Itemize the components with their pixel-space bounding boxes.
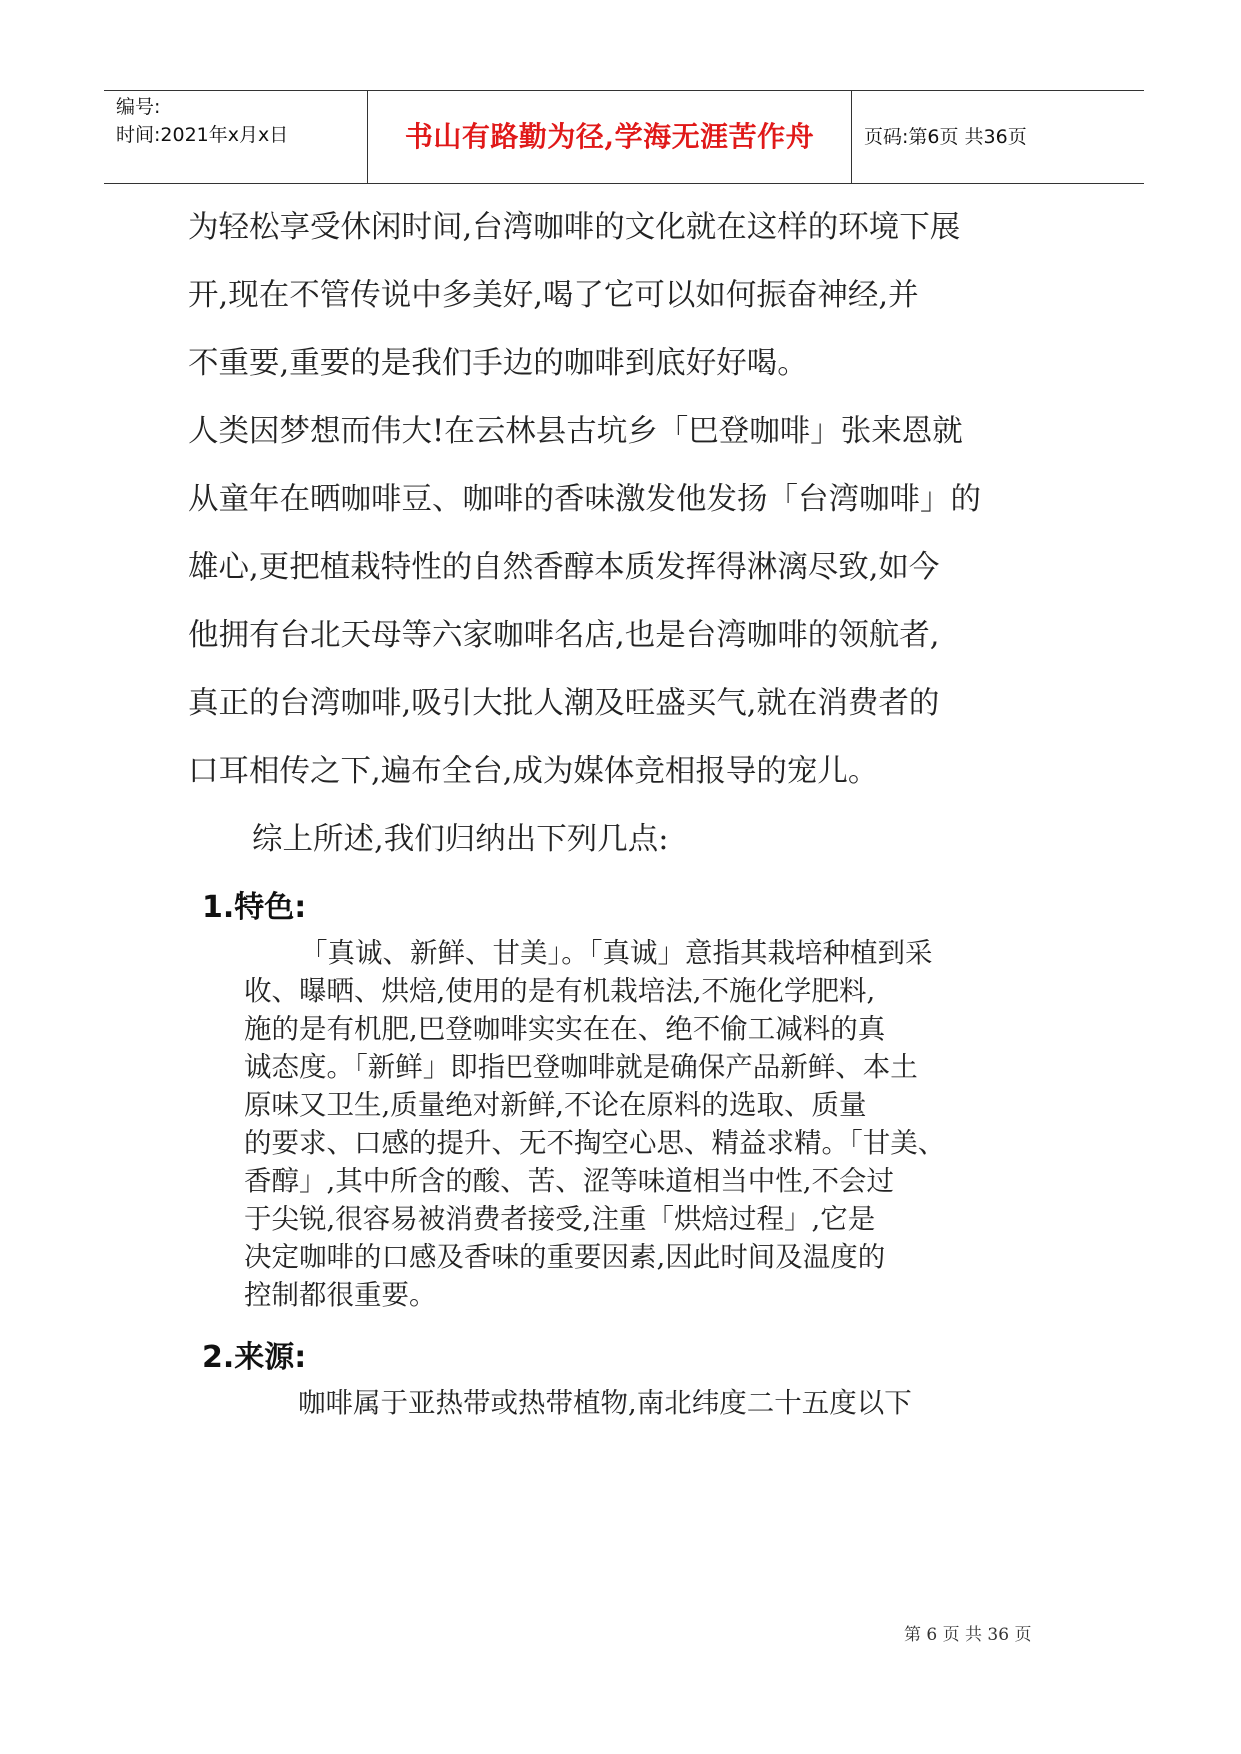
section1-line: 控制都很重要。 — [244, 1279, 437, 1311]
section1-line: 施的是有机肥,巴登咖啡实实在在、绝不偷工减料的真 — [244, 1013, 886, 1045]
section1-line: 的要求、口感的提升、无不掏空心思、精益求精。「甘美、 — [244, 1127, 946, 1159]
paragraph2-line: 雄心,更把植栽特性的自然香醇本质发挥得淋漓尽致,如今 — [188, 550, 940, 585]
section1-heading: 1.特色: — [202, 890, 307, 925]
page-footer: 第 6 页 共 36 页 — [904, 1625, 1032, 1645]
paragraph2-line: 人类因梦想而伟大!在云林县古坑乡「巴登咖啡」张来恩就 — [188, 414, 963, 449]
paragraph2-line: 真正的台湾咖啡,吸引大批人潮及旺盛买气,就在消费者的 — [188, 686, 940, 721]
paragraph2-line: 口耳相传之下,遍布全台,成为媒体竞相报导的宠儿。 — [188, 754, 879, 789]
section2-line: 咖啡属于亚热带或热带植物,南北纬度二十五度以下 — [298, 1387, 912, 1419]
section2-heading: 2.来源: — [202, 1340, 307, 1375]
paragraph1-line: 开,现在不管传说中多美好,喝了它可以如何振奋神经,并 — [188, 278, 919, 313]
section1-line: 于尖锐,很容易被消费者接受,注重「烘焙过程」,它是 — [244, 1203, 876, 1235]
section1-line: 决定咖啡的口感及香味的重要因素,因此时间及温度的 — [244, 1241, 886, 1273]
section1-line: 收、曝晒、烘焙,使用的是有机栽培法,不施化学肥料, — [244, 975, 876, 1007]
summary-line: 综上所述,我们归纳出下列几点: — [252, 822, 669, 857]
paragraph1-line: 为轻松享受休闲时间,台湾咖啡的文化就在这样的环境下展 — [188, 210, 961, 245]
header-motto: 书山有路勤为径,学海无涯苦作舟 — [368, 91, 852, 183]
page-header — [104, 90, 1144, 184]
paragraph1-line: 不重要,重要的是我们手边的咖啡到底好好喝。 — [188, 346, 808, 381]
section1-line: 诚态度。「新鲜」即指巴登咖啡就是确保产品新鲜、本土 — [244, 1051, 918, 1083]
paragraph2-line: 从童年在晒咖啡豆、咖啡的香味激发他发扬「台湾咖啡」的 — [188, 482, 981, 517]
document-time-label: 时间:2021年x月x日 — [116, 124, 289, 146]
header-info-cell — [104, 91, 368, 183]
section1-line: 原味又卫生,质量绝对新鲜,不论在原料的选取、质量 — [244, 1089, 867, 1121]
section1-line: 香醇」,其中所含的酸、苦、涩等味道相当中性,不会过 — [244, 1165, 894, 1197]
section1-line: 「真诚、新鲜、甘美」。「真诚」意指其栽培种植到采 — [300, 937, 933, 969]
paragraph2-line: 他拥有台北天母等六家咖啡名店,也是台湾咖啡的领航者, — [188, 618, 940, 653]
document-number-label: 编号: — [116, 96, 161, 118]
header-page-code: 页码:第6页 共36页 — [864, 126, 1027, 148]
